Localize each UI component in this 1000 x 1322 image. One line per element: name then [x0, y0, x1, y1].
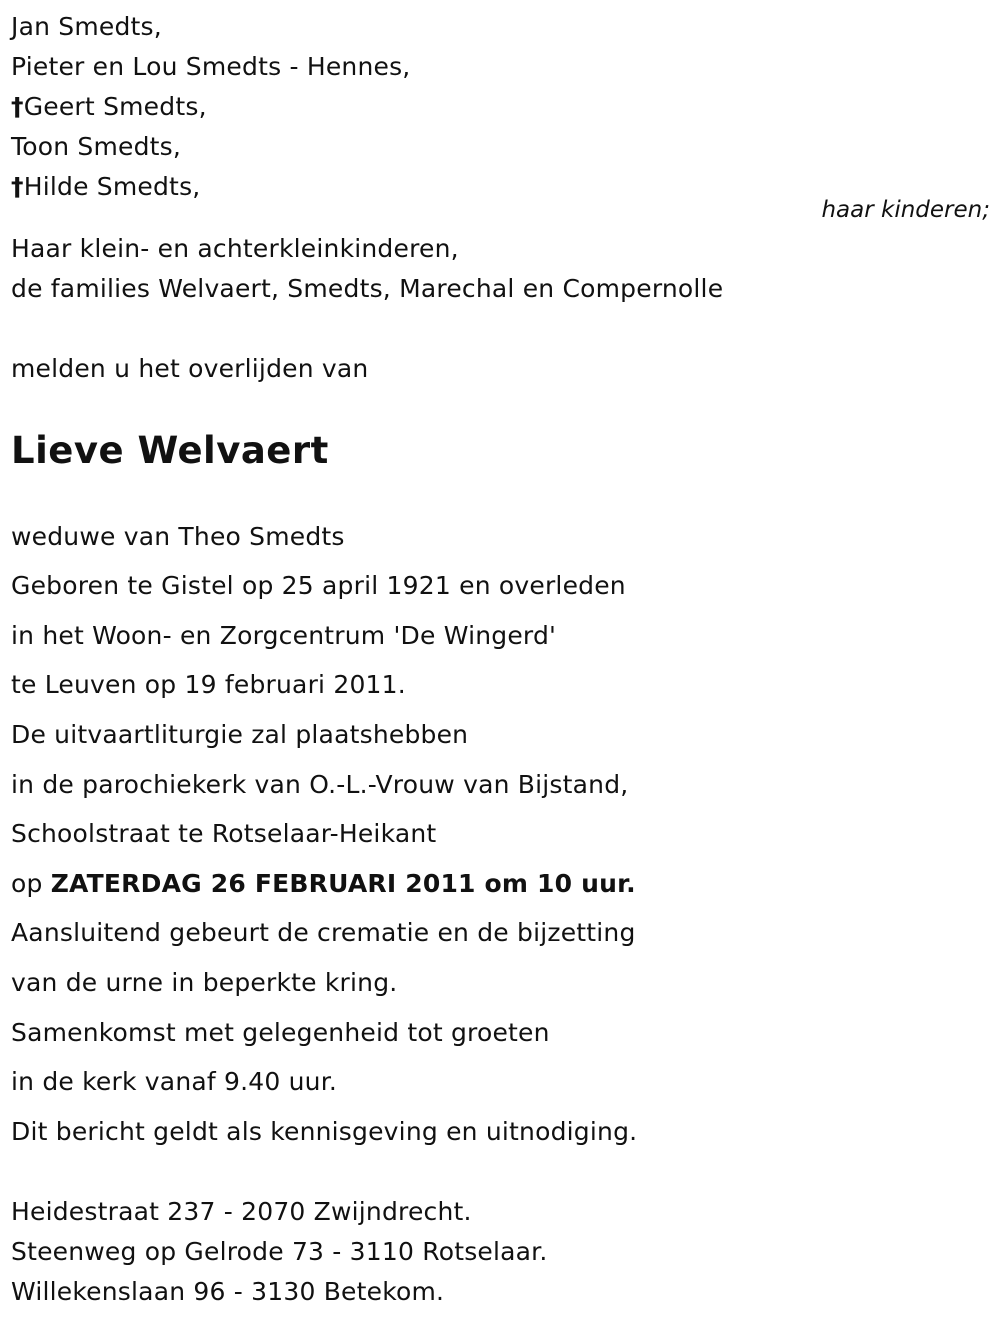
mourner-name: Geert Smedts,: [23, 92, 207, 121]
notice-line: Dit bericht geldt als kennisgeving en uitnodiging.: [11, 1117, 638, 1146]
gathering-line: Samenkomst met gelegenheid tot groeten: [11, 1018, 550, 1047]
mourner-line: [11, 92, 207, 122]
mourner-name: Pieter en Lou Smedts - Hennes,: [11, 52, 411, 81]
cross-icon: †: [11, 92, 24, 121]
grandchildren-line: Haar klein- en achterkleinkinderen,: [11, 234, 459, 263]
announcement-line: melden u het overlijden van: [11, 354, 369, 383]
mourner-line: [11, 132, 181, 162]
place-line: in het Woon- en Zorgcentrum 'De Wingerd': [11, 621, 557, 650]
mourner-line: [11, 52, 410, 82]
deceased-name: Lieve Welvaert: [11, 429, 329, 472]
mourner-line: [11, 172, 200, 202]
date-prefix: op: [11, 869, 51, 898]
cross-icon: †: [11, 172, 24, 201]
gathering-line: in de kerk vanaf 9.40 uur.: [11, 1067, 338, 1096]
families-line: de families Welvaert, Smedts, Marechal en Compernolle: [11, 274, 724, 303]
funeral-date-line: [11, 869, 636, 899]
mourner-name: Hilde Smedts,: [23, 172, 201, 201]
cremation-line: van de urne in beperkte kring.: [11, 968, 398, 997]
cremation-line: Aansluitend gebeurt de crematie en de bijzetting: [11, 918, 636, 947]
children-note: haar kinderen;: [821, 197, 990, 223]
liturgy-line: Schoolstraat te Rotselaar-Heikant: [11, 819, 437, 848]
place-line: te Leuven op 19 februari 2011.: [11, 670, 406, 699]
liturgy-line: in de parochiekerk van O.-L.-Vrouw van Bijstand,: [11, 770, 629, 799]
address-line: Steenweg op Gelrode 73 - 3110 Rotselaar.: [11, 1237, 548, 1266]
funeral-date: ZATERDAG 26 FEBRUARI 2011 om 10 uur.: [50, 869, 636, 898]
widow-line: weduwe van Theo Smedts: [11, 522, 345, 551]
mourner-name: Jan Smedts,: [11, 12, 162, 41]
mourner-name: Toon Smedts,: [11, 132, 182, 161]
address-line: Willekenslaan 96 - 3130 Betekom.: [11, 1277, 445, 1306]
liturgy-line: De uitvaartliturgie zal plaatshebben: [11, 720, 469, 749]
mourner-line: [11, 12, 162, 42]
birth-line: Geboren te Gistel op 25 april 1921 en overleden: [11, 571, 626, 600]
address-line: Heidestraat 237 - 2070 Zwijndrecht.: [11, 1197, 472, 1226]
